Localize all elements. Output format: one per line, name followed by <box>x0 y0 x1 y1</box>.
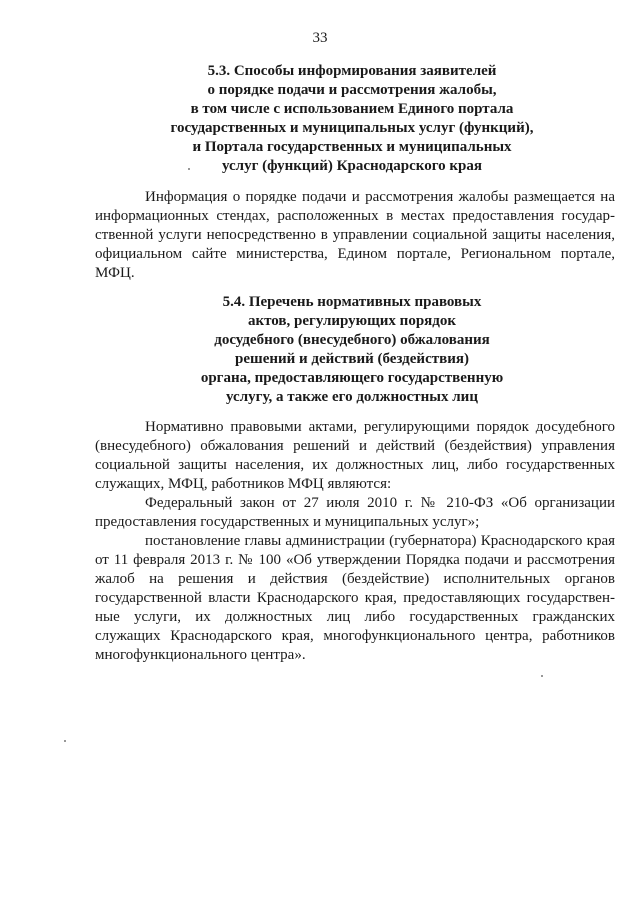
body-line: многофункционального центра». <box>95 647 306 663</box>
heading-line: услугу, а также его должностных лиц <box>226 389 478 405</box>
body-line: Информация о порядке подачи и рассмотрения жалобы размещается на <box>145 189 615 205</box>
body-line: жалоб на решения и действия (бездействие) исполнительных органов <box>95 571 615 587</box>
body-line: МФЦ. <box>95 265 135 281</box>
body-line: Федеральный закон от 27 июля 2010 г. № 210-ФЗ «Об организации <box>145 495 615 511</box>
body-line: ственной услуги непосредственно в управлении социальной защиты населения, <box>95 227 615 243</box>
body-line: социальной защиты населения, их должностных лиц, либо государственных <box>95 457 615 473</box>
heading-line: и Портала государственных и муниципальных <box>192 139 512 155</box>
body-line: служащих Краснодарского края, многофункционального центра, работников <box>95 628 615 644</box>
section-5-4-body <box>95 418 615 665</box>
body-line: от 11 февраля 2013 г. № 100 «Об утверждении Порядка подачи и рассмотрения <box>95 552 615 568</box>
heading-line: решений и действий (бездействия) <box>235 351 469 367</box>
body-line: Нормативно правовыми актами, регулирующими порядок досудебного <box>145 419 615 435</box>
heading-line: о порядке подачи и рассмотрения жалобы, <box>207 82 497 98</box>
heading-line: актов, регулирующих порядок <box>247 313 457 329</box>
section-5-4-heading <box>88 293 616 407</box>
heading-line: органа, предоставляющего государственную <box>200 370 504 386</box>
scan-speck <box>188 168 190 170</box>
body-line: государственной власти Краснодарского края, предоставляющих государствен- <box>95 590 615 606</box>
body-line: (внесудебного) обжалования решений и действий (бездействия) управления <box>95 438 615 454</box>
body-line: служащих, МФЦ, работников МФЦ являются: <box>95 476 392 492</box>
body-line: постановление главы администрации (губернатора) Краснодарского края <box>145 533 615 549</box>
heading-line: в том числе с использованием Единого портала <box>190 101 514 117</box>
section-5-3-body <box>95 188 615 283</box>
body-line: информационных стендах, расположенных в местах предоставления государ- <box>95 208 615 224</box>
body-line: ные услуги, их должностных лиц либо государственных гражданских <box>95 609 615 625</box>
heading-line: услуг (функций) Краснодарского края <box>221 158 483 174</box>
scan-speck <box>64 740 66 742</box>
page-number: 33 <box>312 30 328 46</box>
body-line: официальном сайте министерства, Едином портале, Региональном портале, <box>95 246 615 262</box>
heading-line: досудебного (внесудебного) обжалования <box>214 332 490 348</box>
scan-speck <box>541 675 543 677</box>
heading-line: 5.4. Перечень нормативных правовых <box>222 294 482 310</box>
heading-line: государственных и муниципальных услуг (функций), <box>170 120 534 136</box>
body-line: предоставления государственных и муниципальных услуг»; <box>95 514 480 530</box>
heading-line: 5.3. Способы информирования заявителей <box>207 63 497 79</box>
section-5-3-heading <box>88 62 616 176</box>
